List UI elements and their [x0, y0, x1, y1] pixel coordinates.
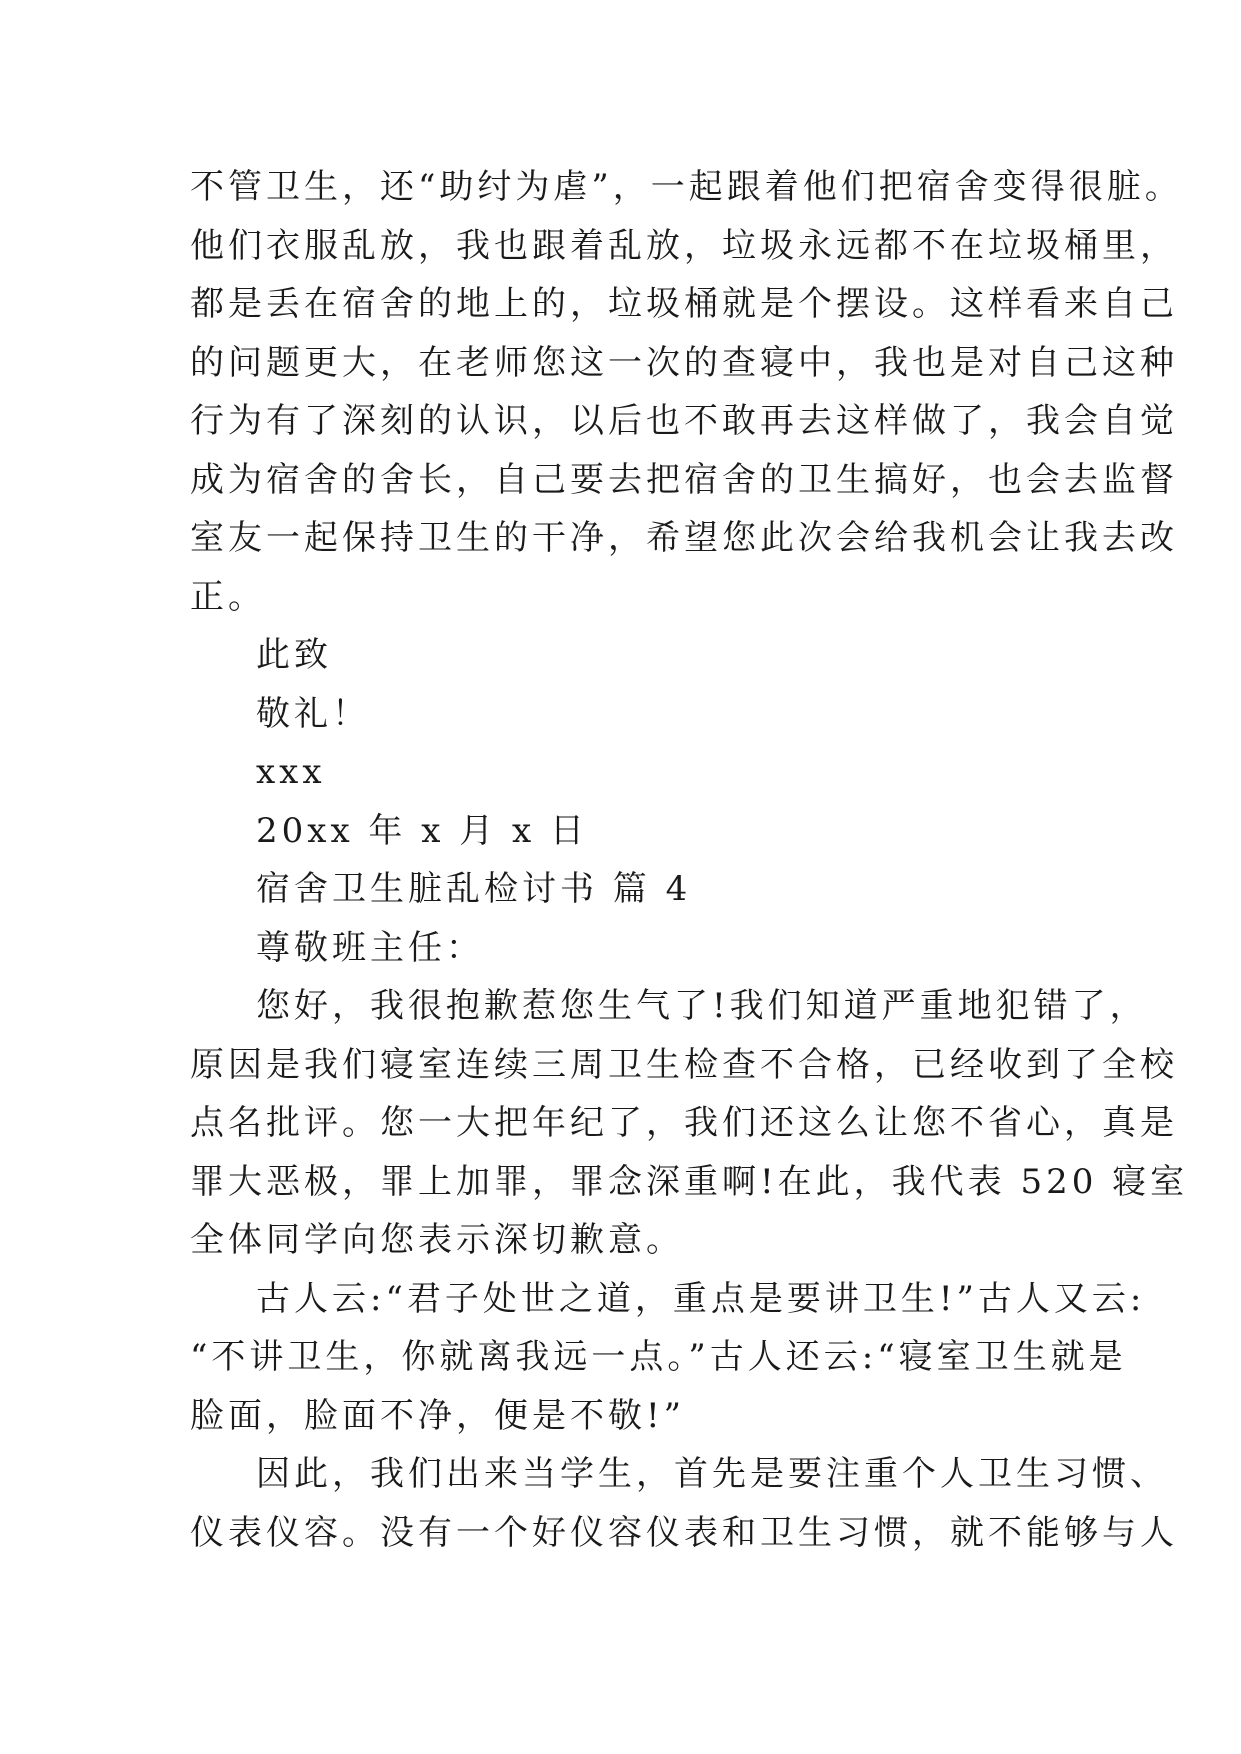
text-line: 室友一起保持卫生的干净，希望您此次会给我机会让我去改 — [190, 518, 1178, 558]
text-line: 古人云:“君子处世之道，重点是要讲卫生!”古人又云: — [256, 1278, 1146, 1319]
text-line: 20xx 年 x 月 x 日 — [256, 810, 589, 851]
text-line: 因此，我们出来当学生，首先是要注重个人卫生习惯、 — [256, 1454, 1168, 1494]
text-line: 全体同学向您表示深切歉意。 — [190, 1220, 684, 1260]
text-line: 仪表仪容。没有一个好仪容仪表和卫生习惯，就不能够与人 — [190, 1512, 1178, 1553]
text-line: 点名批评。您一大把年纪了，我们还这么让您不省心，真是 — [190, 1103, 1178, 1143]
text-line: 宿舍卫生脏乱检讨书 篇 4 — [256, 869, 692, 909]
text-line: 脸面，脸面不净，便是不敬!” — [190, 1395, 686, 1436]
text-line: 都是丢在宿舍的地上的，垃圾桶就是个摆设。这样看来自己 — [190, 284, 1178, 324]
text-line: 原因是我们寝室连续三周卫生检查不合格，已经收到了全校 — [190, 1044, 1178, 1085]
text-line: 敬礼！ — [256, 693, 370, 734]
text-line: 尊敬班主任： — [256, 927, 484, 968]
text-line: 此致 — [256, 635, 332, 675]
text-line: 他们衣服乱放，我也跟着乱放，垃圾永远都不在垃圾桶里， — [190, 225, 1178, 266]
text-line: 成为宿舍的舍长，自己要去把宿舍的卫生搞好，也会去监督 — [190, 459, 1178, 500]
text-line: xxx — [256, 752, 326, 792]
text-line: 行为有了深刻的认识，以后也不敢再去这样做了，我会自觉 — [190, 401, 1178, 441]
text-line: 的问题更大，在老师您这一次的查寝中，我也是对自己这种 — [190, 342, 1178, 383]
text-line: 罪大恶极，罪上加罪，罪念深重啊!在此，我代表 520 寝室 — [190, 1161, 1189, 1202]
text-line: 不管卫生，还“助纣为虐”，一起跟着他们把宿舍变得很脏。 — [190, 167, 1183, 207]
text-line: 您好，我很抱歉惹您生气了!我们知道严重地犯错了， — [256, 986, 1148, 1026]
text-line: 正。 — [190, 576, 266, 617]
text-line: “不讲卫生，你就离我远一点。”古人还云:“寝室卫生就是 — [190, 1337, 1127, 1377]
document-body — [190, 158, 1189, 1562]
